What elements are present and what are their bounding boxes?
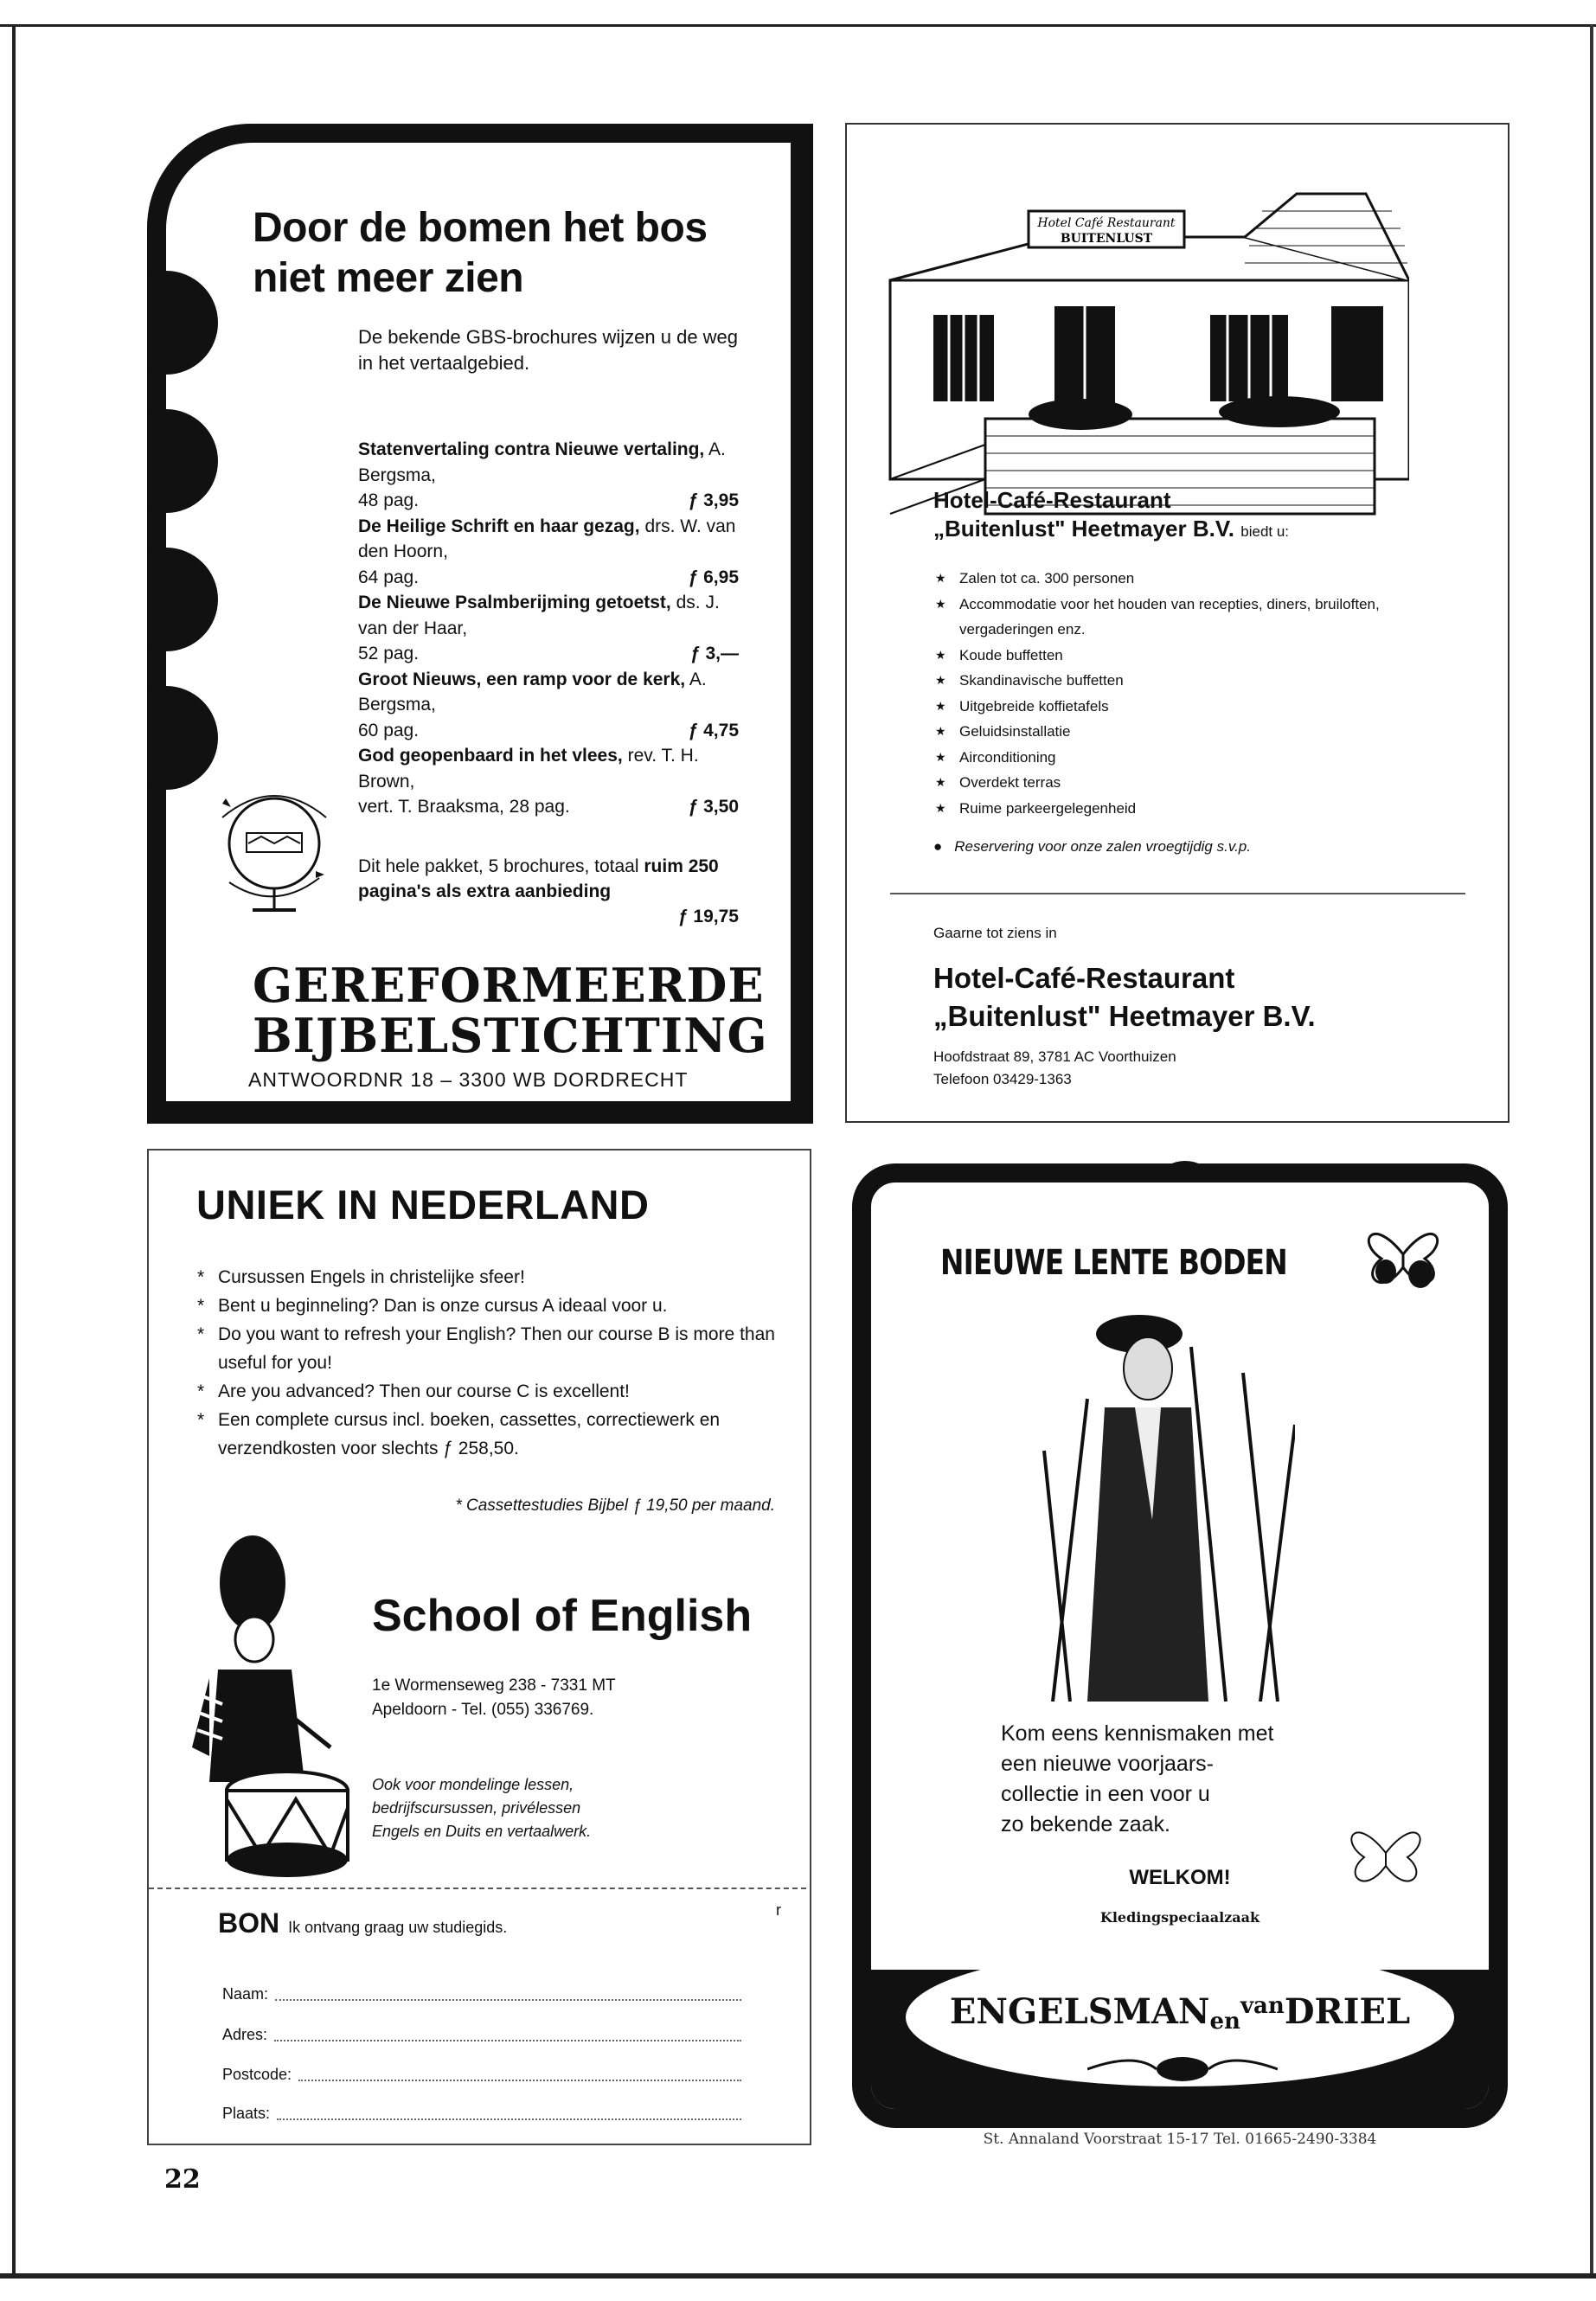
ad2-heading-line-1: Hotel-Café-Restaurant xyxy=(933,487,1171,513)
book-pages: 64 pag. xyxy=(358,567,420,587)
list-item: ★ Airconditioning xyxy=(933,745,1452,771)
ad-school-of-english xyxy=(147,1149,811,2145)
brand-van: van xyxy=(1240,1993,1285,2019)
list-item: * Are you advanced? Then our course C is excellent! xyxy=(183,1377,789,1406)
book-item xyxy=(358,437,739,514)
book-author: rev. T. H. Brown, xyxy=(358,746,699,792)
book-title: Groot Nieuws, een ramp voor de kerk, xyxy=(358,669,686,689)
book-author: A. Bergsma, xyxy=(358,439,726,485)
postcode-field[interactable] xyxy=(222,2066,741,2084)
name-field[interactable] xyxy=(222,1985,741,2003)
butterfly-icon xyxy=(1356,1207,1451,1302)
list-item: * Een complete cursus incl. boeken, cassettes, correctiewerk en verzendkosten voor slechts ƒ 258,50. xyxy=(183,1406,789,1463)
list-item: ★ Koude buffetten xyxy=(933,643,1452,669)
greeting: Gaarne tot ziens in xyxy=(933,925,1057,941)
list-item: ★ Skandinavische buffetten xyxy=(933,668,1452,694)
book-list xyxy=(358,437,739,820)
brand-line-1: GEREFORMEERDE xyxy=(253,958,765,1013)
bottom-ornament-icon xyxy=(1087,2052,1278,2086)
model-photo xyxy=(1035,1295,1295,1702)
field-line[interactable] xyxy=(298,2066,741,2081)
field-label: Postcode: xyxy=(222,2066,292,2083)
school-name: School of English xyxy=(372,1591,753,1641)
ad2-heading-suffix: biedt u: xyxy=(1240,523,1290,540)
field-line[interactable] xyxy=(274,2026,741,2041)
book-author: drs. W. van den Hoorn, xyxy=(358,516,736,561)
package-bold: ruim 250 pagina's als extra aanbieding xyxy=(358,856,719,901)
package-price: ƒ 19,75 xyxy=(677,907,739,926)
ad4-text xyxy=(1001,1719,1273,1840)
field-line[interactable] xyxy=(277,2105,741,2120)
corner-mark: r xyxy=(776,1901,781,1919)
list-item: * Cursussen Engels in christelijke sfeer! xyxy=(183,1263,789,1292)
ad-engelsman-van-driel xyxy=(852,1163,1508,2128)
book-price: ƒ 4,75 xyxy=(688,720,739,740)
ad-hotel-buitenlust xyxy=(845,123,1509,1123)
ad4-text-line-1: Kom eens kennismaken met xyxy=(1001,1721,1274,1746)
scallop xyxy=(147,686,218,790)
scallop xyxy=(147,271,218,375)
ad-bijbelstichting-panel xyxy=(166,143,791,1101)
extra-services xyxy=(372,1773,591,1843)
book-author: ds. J. van der Haar, xyxy=(358,593,720,638)
book-title: De Nieuwe Psalmberijming getoetst, xyxy=(358,593,671,612)
brand-line-2: BIJBELSTICHTING xyxy=(253,1008,768,1063)
hotel-street: Hoofdstraat 89, 3781 AC Voorthuizen xyxy=(933,1048,1176,1065)
welcome-text: WELKOM! xyxy=(1129,1866,1231,1889)
book-pages: vert. T. Braaksma, 28 pag. xyxy=(358,797,570,817)
book-price: ƒ 3,50 xyxy=(688,797,739,817)
ad4-text-line-4: zo bekende zaak. xyxy=(1001,1812,1170,1836)
list-item: * Do you want to refresh your English? Then our course B is more than useful for you! xyxy=(183,1320,789,1377)
book-item xyxy=(358,514,739,591)
page-border-right xyxy=(1590,24,1593,2278)
list-item: ★ Geluidsinstallatie xyxy=(933,719,1452,745)
brand-right: DRIEL xyxy=(1284,1991,1411,2032)
ad2-heading-line-2: „Buitenlust" Heetmayer B.V. xyxy=(933,516,1235,542)
school-address-line-2: Apeldoorn - Tel. (055) 336769. xyxy=(372,1701,594,1719)
package-text: Dit hele pakket, 5 brochures, totaal xyxy=(358,856,639,876)
ad1-title: Door de bomen het bos niet meer zien xyxy=(253,205,708,301)
field-label: Adres: xyxy=(222,2026,268,2043)
page-border-left xyxy=(12,24,16,2278)
hotel-address xyxy=(933,1046,1176,1091)
drummer-guard-illustration xyxy=(183,1531,356,1894)
book-title: Statenvertaling contra Nieuwe vertaling, xyxy=(358,439,705,459)
ad4-text-line-2: een nieuwe voorjaars- xyxy=(1001,1752,1214,1776)
hotel-phone: Telefoon 03429-1363 xyxy=(933,1071,1072,1087)
ad1-intro: De bekende GBS-brochures wijzen u de weg in het vertaalgebied. xyxy=(358,326,739,374)
city-field[interactable] xyxy=(222,2105,741,2123)
field-label: Naam: xyxy=(222,1985,269,2003)
list-item: * Bent u beginneling? Dan is onze cursus A ideaal voor u. xyxy=(183,1292,789,1320)
school-address-line-1: 1e Wormenseweg 238 - 7331 MT xyxy=(372,1676,616,1695)
book-title: De Heilige Schrift en haar gezag, xyxy=(358,516,640,536)
book-price: ƒ 6,95 xyxy=(688,567,739,587)
list-item: ★ Accommodatie voor het houden van recepties, diners, bruiloften, vergaderingen enz. xyxy=(933,592,1452,643)
scallop xyxy=(147,409,218,513)
brand-left: ENGELSMAN xyxy=(949,1991,1210,2032)
cassette-note: * Cassettestudies Bijbel ƒ 19,50 per maand. xyxy=(455,1497,775,1515)
extra-line-1: Ook voor mondelinge lessen, xyxy=(372,1776,574,1793)
hotel-name-line-1: Hotel-Café-Restaurant xyxy=(933,962,1235,994)
book-price: ƒ 3,— xyxy=(689,644,739,663)
book-item xyxy=(358,667,739,744)
address-field[interactable] xyxy=(222,2026,741,2044)
coupon-text: Ik ontvang graag uw studiegids. xyxy=(288,1919,508,1936)
ad1-address: ANTWOORDNR 18 – 3300 WB DORDRECHT xyxy=(248,1068,689,1091)
hotel-name xyxy=(933,959,1487,1035)
book-price: ƒ 3,95 xyxy=(688,490,739,510)
shop-address: St. Annaland Voorstraat 15-17 Tel. 01665-2490-3384 xyxy=(983,2131,1377,2148)
amenities-list xyxy=(933,566,1452,821)
ad4-text-line-3: collectie in een voor u xyxy=(1001,1782,1210,1806)
list-item: ★ Overdekt terras xyxy=(933,770,1452,796)
extra-line-2: bedrijfscursussen, privélessen xyxy=(372,1799,581,1817)
ad4-title: NIEUWE LENTE BODEN xyxy=(940,1243,1287,1283)
extra-line-3: Engels en Duits en vertaalwerk. xyxy=(372,1823,592,1840)
coupon-heading xyxy=(218,1907,507,1939)
book-item xyxy=(358,743,739,820)
page-number: 22 xyxy=(164,2164,201,2195)
svg-text:BUITENLUST: BUITENLUST xyxy=(1060,232,1153,246)
reservation-note: ● Reservering voor onze zalen vroegtijdig s.v.p. xyxy=(933,838,1251,856)
book-item xyxy=(358,590,739,667)
field-line[interactable] xyxy=(275,1985,741,2001)
shop-brand xyxy=(871,1991,1489,2035)
scallop xyxy=(147,548,218,651)
ad3-title: UNIEK IN NEDERLAND xyxy=(196,1182,650,1227)
brand-en: en xyxy=(1209,2009,1240,2035)
course-list xyxy=(183,1263,789,1463)
book-pages: 60 pag. xyxy=(358,720,420,740)
book-pages: 52 pag. xyxy=(358,644,420,663)
field-label: Plaats: xyxy=(222,2105,271,2122)
book-pages: 48 pag. xyxy=(358,490,420,510)
shop-type: Kledingspeciaalzaak xyxy=(1099,1909,1260,1926)
book-author: A. Bergsma, xyxy=(358,669,707,715)
package-offer xyxy=(358,854,739,929)
divider xyxy=(890,893,1465,894)
globe-logo-icon xyxy=(214,783,335,921)
school-address xyxy=(372,1674,616,1722)
cut-line xyxy=(149,1888,806,1889)
svg-text:Hotel Café Restaurant: Hotel Café Restaurant xyxy=(1037,216,1176,230)
page-border-bottom xyxy=(0,2273,1596,2279)
list-item: ★ Uitgebreide koffietafels xyxy=(933,694,1452,720)
coupon-label: BON xyxy=(218,1907,280,1939)
ad2-heading xyxy=(933,486,1470,546)
list-item: ★ Ruime parkeergelegenheid xyxy=(933,796,1452,822)
book-title: God geopenbaard in het vlees, xyxy=(358,746,623,766)
hotel-name-line-2: „Buitenlust" Heetmayer B.V. xyxy=(933,1000,1316,1032)
list-item: ★ Zalen tot ca. 300 personen xyxy=(933,566,1452,592)
brand-name xyxy=(253,960,798,1061)
page-border-top xyxy=(0,24,1596,27)
ad-bijbelstichting xyxy=(147,124,813,1124)
